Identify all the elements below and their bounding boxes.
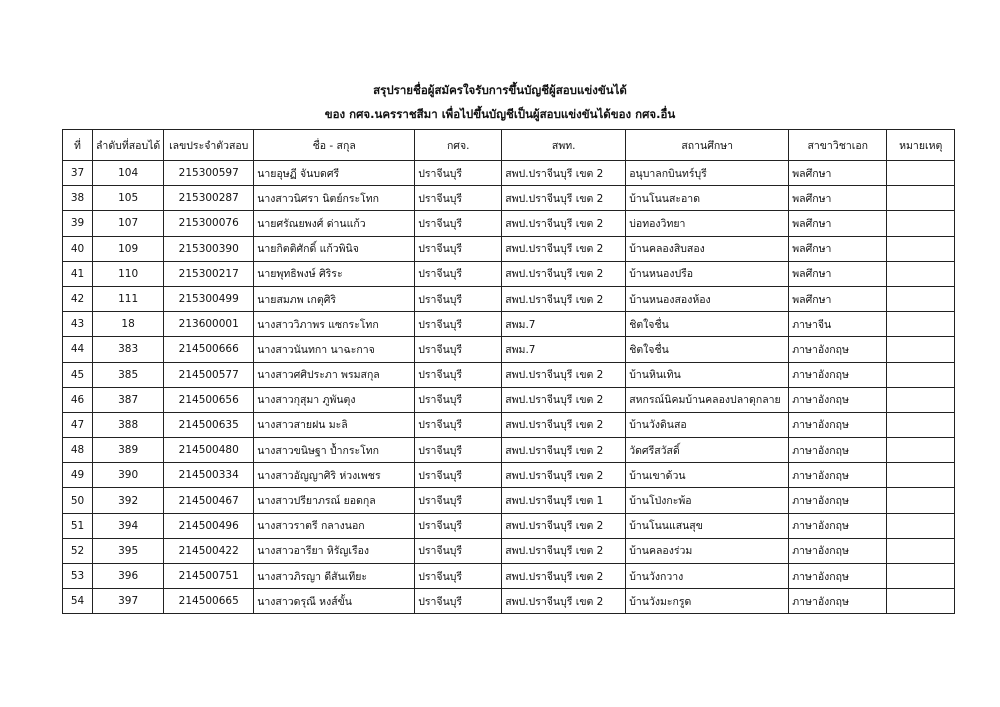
cell-no: 40: [63, 236, 93, 261]
cell-no: 42: [63, 286, 93, 311]
cell-major: ภาษาอังกฤษ: [789, 538, 887, 563]
cell-exam-id: 215300076: [164, 211, 254, 236]
cell-major: ภาษาอังกฤษ: [789, 337, 887, 362]
cell-office: สพป.ปราจีนบุรี เขต 2: [502, 387, 626, 412]
cell-office: สพป.ปราจีนบุรี เขต 2: [502, 211, 626, 236]
header-exam-id: เลขประจำตัวสอบ: [164, 130, 254, 161]
cell-office: สพป.ปราจีนบุรี เขต 2: [502, 286, 626, 311]
cell-major: พลศึกษา: [789, 186, 887, 211]
table-row: [63, 463, 955, 488]
cell-office: สพป.ปราจีนบุรี เขต 2: [502, 589, 626, 614]
cell-no: 53: [63, 564, 93, 589]
cell-school: บ้านวังมะกรูด: [626, 589, 789, 614]
cell-rank: 109: [93, 236, 164, 261]
cell-rank: 18: [93, 312, 164, 337]
cell-rank: 397: [93, 589, 164, 614]
cell-exam-id: 214500422: [164, 538, 254, 563]
cell-rank: 394: [93, 513, 164, 538]
cell-rank: 111: [93, 286, 164, 311]
cell-remark: [887, 362, 955, 387]
cell-committee: ปราจีนบุรี: [415, 513, 502, 538]
cell-remark: [887, 312, 955, 337]
cell-major: ภาษาอังกฤษ: [789, 589, 887, 614]
header-committee: กศจ.: [415, 130, 502, 161]
cell-no: 47: [63, 412, 93, 437]
cell-committee: ปราจีนบุรี: [415, 412, 502, 437]
cell-exam-id: 214500334: [164, 463, 254, 488]
cell-exam-id: 214500467: [164, 488, 254, 513]
cell-name: นางสาวศศิประภา พรมสกุล: [254, 362, 415, 387]
cell-exam-id: 215300390: [164, 236, 254, 261]
table-row: [63, 387, 955, 412]
cell-committee: ปราจีนบุรี: [415, 286, 502, 311]
table-row: [63, 589, 955, 614]
cell-remark: [887, 387, 955, 412]
cell-name: นายอุษฏี จันบดศรี: [254, 161, 415, 186]
cell-no: 54: [63, 589, 93, 614]
cell-exam-id: 214500496: [164, 513, 254, 538]
header-no: ที่: [63, 130, 93, 161]
cell-rank: 389: [93, 438, 164, 463]
cell-name: นางสาวอัญญาศิริ ห่วงเพชร: [254, 463, 415, 488]
cell-school: บ้านหินเทิน: [626, 362, 789, 387]
cell-rank: 104: [93, 161, 164, 186]
cell-rank: 396: [93, 564, 164, 589]
cell-rank: 388: [93, 412, 164, 437]
cell-major: ภาษาอังกฤษ: [789, 438, 887, 463]
cell-major: ภาษาอังกฤษ: [789, 387, 887, 412]
table-row: [63, 564, 955, 589]
cell-remark: [887, 161, 955, 186]
cell-exam-id: 214500577: [164, 362, 254, 387]
header-remark: หมายเหตุ: [887, 130, 955, 161]
cell-major: ภาษาอังกฤษ: [789, 463, 887, 488]
cell-name: นางสาวสายฝน มะลิ: [254, 412, 415, 437]
table-row: [63, 236, 955, 261]
cell-rank: 110: [93, 261, 164, 286]
table-row: [63, 488, 955, 513]
cell-no: 44: [63, 337, 93, 362]
cell-school: สหกรณ์นิคมบ้านคลองปลาดุกลาย: [626, 387, 789, 412]
cell-office: สพป.ปราจีนบุรี เขต 2: [502, 362, 626, 387]
cell-school: บ่อทองวิทยา: [626, 211, 789, 236]
cell-rank: 387: [93, 387, 164, 412]
cell-remark: [887, 438, 955, 463]
cell-office: สพป.ปราจีนบุรี เขต 2: [502, 412, 626, 437]
cell-remark: [887, 337, 955, 362]
cell-committee: ปราจีนบุรี: [415, 236, 502, 261]
cell-remark: [887, 261, 955, 286]
cell-committee: ปราจีนบุรี: [415, 538, 502, 563]
table-header-row: [63, 130, 955, 161]
cell-committee: ปราจีนบุรี: [415, 161, 502, 186]
cell-remark: [887, 488, 955, 513]
cell-office: สพม.7: [502, 312, 626, 337]
cell-exam-id: 214500656: [164, 387, 254, 412]
cell-exam-id: 215300287: [164, 186, 254, 211]
cell-name: นางสาวปรียาภรณ์ ยอดกุล: [254, 488, 415, 513]
cell-name: นายกิตติศักดิ์ แก้วพินิจ: [254, 236, 415, 261]
cell-office: สพม.7: [502, 337, 626, 362]
cell-committee: ปราจีนบุรี: [415, 463, 502, 488]
cell-no: 39: [63, 211, 93, 236]
cell-no: 45: [63, 362, 93, 387]
header-rank: ลำดับที่สอบได้: [93, 130, 164, 161]
table-row: [63, 186, 955, 211]
table-row: [63, 412, 955, 437]
cell-office: สพป.ปราจีนบุรี เขต 1: [502, 488, 626, 513]
cell-school: บ้านหนองปรือ: [626, 261, 789, 286]
cell-office: สพป.ปราจีนบุรี เขต 2: [502, 438, 626, 463]
cell-committee: ปราจีนบุรี: [415, 387, 502, 412]
cell-office: สพป.ปราจีนบุรี เขต 2: [502, 538, 626, 563]
cell-office: สพป.ปราจีนบุรี เขต 2: [502, 236, 626, 261]
cell-remark: [887, 236, 955, 261]
cell-rank: 105: [93, 186, 164, 211]
cell-committee: ปราจีนบุรี: [415, 362, 502, 387]
cell-name: นางสาวขนิษฐา ป้ำกระโทก: [254, 438, 415, 463]
cell-exam-id: 214500751: [164, 564, 254, 589]
cell-remark: [887, 211, 955, 236]
header-office: สพท.: [502, 130, 626, 161]
header-major: สาขาวิชาเอก: [789, 130, 887, 161]
cell-major: ภาษาอังกฤษ: [789, 564, 887, 589]
cell-rank: 390: [93, 463, 164, 488]
cell-name: นายศรัณยพงศ์ ด่านแก้ว: [254, 211, 415, 236]
cell-name: นางสาวอารียา หิรัญเรือง: [254, 538, 415, 563]
cell-rank: 395: [93, 538, 164, 563]
cell-no: 41: [63, 261, 93, 286]
cell-exam-id: 214500635: [164, 412, 254, 437]
cell-name: นางสาวราตรี กลางนอก: [254, 513, 415, 538]
cell-exam-id: 214500665: [164, 589, 254, 614]
cell-committee: ปราจีนบุรี: [415, 589, 502, 614]
table-row: [63, 286, 955, 311]
cell-committee: ปราจีนบุรี: [415, 564, 502, 589]
cell-major: พลศึกษา: [789, 261, 887, 286]
table-row: [63, 261, 955, 286]
cell-name: นางสาวกุสุมา ภูพันตุง: [254, 387, 415, 412]
cell-school: บ้านโนนแสนสุข: [626, 513, 789, 538]
table-row: [63, 312, 955, 337]
table-row: [63, 211, 955, 236]
cell-major: พลศึกษา: [789, 286, 887, 311]
cell-school: บ้านคลองร่วม: [626, 538, 789, 563]
document-subtitle: ของ กศจ.นครราชสีมา เพื่อไปขึ้นบัญชีเป็นผู้สอบแข่งขันได้ของ กศจ.อื่น: [324, 107, 676, 121]
cell-committee: ปราจีนบุรี: [415, 488, 502, 513]
cell-no: 51: [63, 513, 93, 538]
cell-no: 38: [63, 186, 93, 211]
table-row: [63, 538, 955, 563]
cell-exam-id: 214500480: [164, 438, 254, 463]
cell-major: ภาษาอังกฤษ: [789, 412, 887, 437]
cell-exam-id: 214500666: [164, 337, 254, 362]
table-row: [63, 513, 955, 538]
cell-rank: 392: [93, 488, 164, 513]
table-row: [63, 362, 955, 387]
header-name: ชื่อ - สกุล: [254, 130, 415, 161]
cell-no: 48: [63, 438, 93, 463]
cell-remark: [887, 463, 955, 488]
cell-remark: [887, 564, 955, 589]
cell-no: 50: [63, 488, 93, 513]
cell-committee: ปราจีนบุรี: [415, 438, 502, 463]
cell-office: สพป.ปราจีนบุรี เขต 2: [502, 513, 626, 538]
cell-major: ภาษาอังกฤษ: [789, 488, 887, 513]
table-row: [63, 337, 955, 362]
cell-major: ภาษาอังกฤษ: [789, 513, 887, 538]
cell-school: บ้านคลองสิบสอง: [626, 236, 789, 261]
cell-office: สพป.ปราจีนบุรี เขต 2: [502, 161, 626, 186]
cell-committee: ปราจีนบุรี: [415, 337, 502, 362]
cell-major: พลศึกษา: [789, 161, 887, 186]
cell-school: บ้านวังกวาง: [626, 564, 789, 589]
cell-remark: [887, 286, 955, 311]
cell-name: นางสาวนิศรา นิตย์กระโทก: [254, 186, 415, 211]
cell-committee: ปราจีนบุรี: [415, 312, 502, 337]
header-school: สถานศึกษา: [626, 130, 789, 161]
cell-office: สพป.ปราจีนบุรี เขต 2: [502, 261, 626, 286]
cell-school: วัดศรีสวัสดิ์: [626, 438, 789, 463]
document-title: สรุปรายชื่อผู้สมัครใจรับการขึ้นบัญชีผู้สอบแข่งขันได้: [373, 83, 627, 97]
cell-school: อนุบาลกบินทร์บุรี: [626, 161, 789, 186]
cell-remark: [887, 538, 955, 563]
cell-name: นางสาวภิรญา ดีสันเทียะ: [254, 564, 415, 589]
cell-no: 37: [63, 161, 93, 186]
cell-remark: [887, 589, 955, 614]
table-row: [63, 438, 955, 463]
table-row: [63, 161, 955, 186]
cell-no: 49: [63, 463, 93, 488]
cell-school: ชิตใจชื่น: [626, 337, 789, 362]
candidate-table: [62, 129, 955, 614]
cell-school: บ้านเขาด้วน: [626, 463, 789, 488]
cell-name: นางสาวนันทกา นาฉะกาจ: [254, 337, 415, 362]
cell-committee: ปราจีนบุรี: [415, 186, 502, 211]
cell-major: ภาษาจีน: [789, 312, 887, 337]
cell-rank: 383: [93, 337, 164, 362]
cell-school: ชิตใจชื่น: [626, 312, 789, 337]
cell-remark: [887, 186, 955, 211]
cell-office: สพป.ปราจีนบุรี เขต 2: [502, 564, 626, 589]
cell-office: สพป.ปราจีนบุรี เขต 2: [502, 463, 626, 488]
cell-exam-id: 215300597: [164, 161, 254, 186]
cell-school: บ้านหนองสองห้อง: [626, 286, 789, 311]
cell-office: สพป.ปราจีนบุรี เขต 2: [502, 186, 626, 211]
cell-no: 43: [63, 312, 93, 337]
cell-no: 46: [63, 387, 93, 412]
cell-rank: 385: [93, 362, 164, 387]
cell-major: ภาษาอังกฤษ: [789, 362, 887, 387]
cell-school: บ้านโป่งกะพ้อ: [626, 488, 789, 513]
cell-committee: ปราจีนบุรี: [415, 261, 502, 286]
cell-major: พลศึกษา: [789, 211, 887, 236]
cell-rank: 107: [93, 211, 164, 236]
cell-exam-id: 215300499: [164, 286, 254, 311]
cell-school: บ้านวังดินสอ: [626, 412, 789, 437]
cell-name: นางสาวดรุณี หงส์ขั้น: [254, 589, 415, 614]
cell-major: พลศึกษา: [789, 236, 887, 261]
cell-committee: ปราจีนบุรี: [415, 211, 502, 236]
cell-exam-id: 213600001: [164, 312, 254, 337]
cell-remark: [887, 412, 955, 437]
cell-no: 52: [63, 538, 93, 563]
cell-school: บ้านโนนสะอาด: [626, 186, 789, 211]
cell-name: นายสมภพ เกตุศิริ: [254, 286, 415, 311]
cell-remark: [887, 513, 955, 538]
cell-exam-id: 215300217: [164, 261, 254, 286]
cell-name: นายพุทธิพงษ์ ศิริระ: [254, 261, 415, 286]
cell-name: นางสาววิภาพร แซกระโทก: [254, 312, 415, 337]
